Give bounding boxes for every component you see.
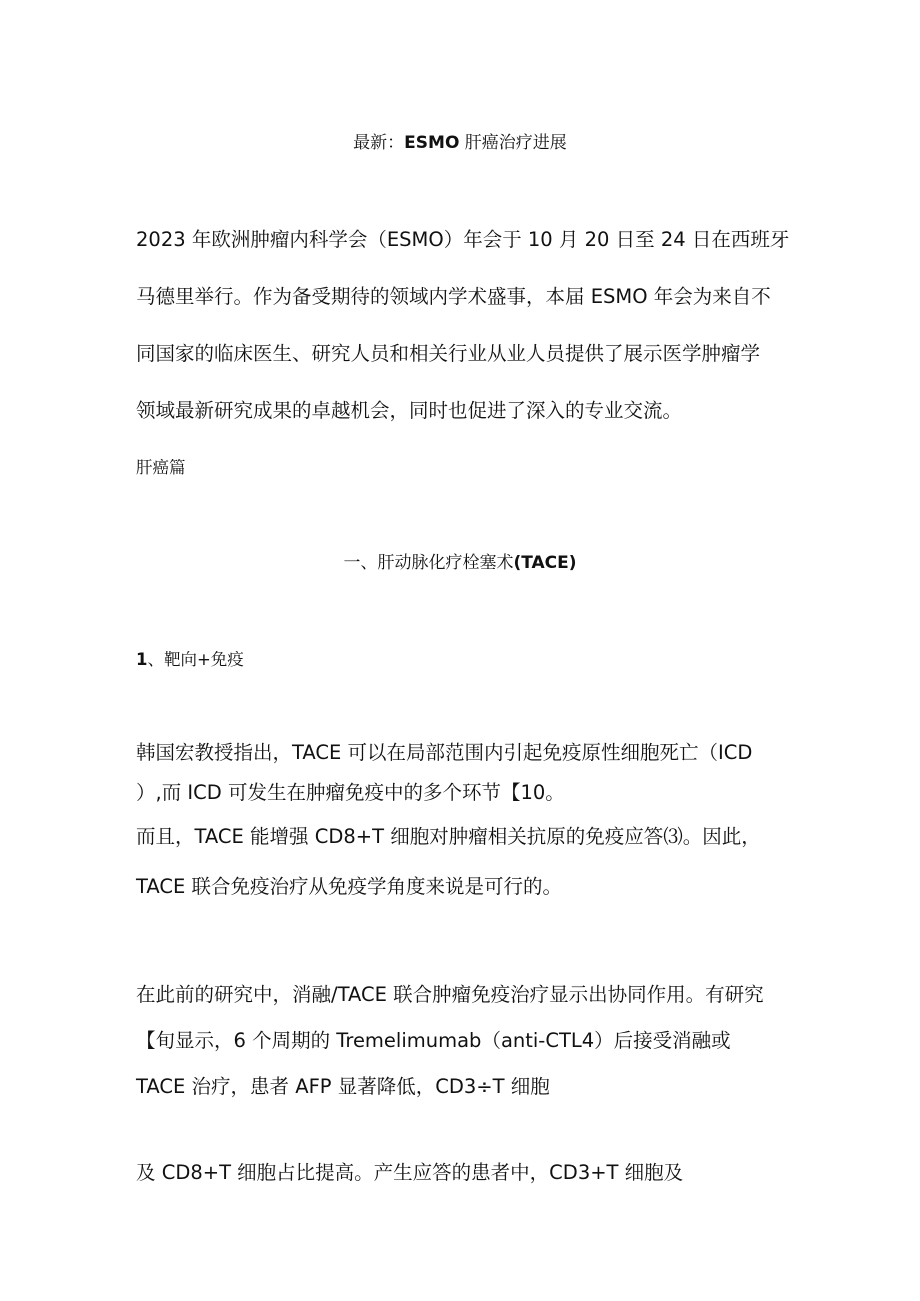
paragraph-line: 及 CD8+T 细胞占比提高。产生应答的患者中，CD3+T 细胞及	[136, 1161, 684, 1184]
paragraph-line: 在此前的研究中，消融/TACE 联合肿瘤免疫治疗显示出协同作用。有研究	[136, 983, 764, 1006]
paragraph-line: ）,而 ICD 可发生在肿瘤免疫中的多个环节【10。	[136, 781, 565, 804]
subsection-text: 、靶向+免疫	[147, 650, 244, 669]
subsection-number: 1	[136, 650, 148, 669]
paragraph-3	[136, 1160, 796, 1186]
section-label: 肝癌篇	[136, 458, 186, 477]
chapter-heading-bold: (TACE)	[513, 553, 577, 573]
title-suffix: 肝癌治疗进展	[459, 133, 567, 153]
paragraph-line: 韩国宏教授指出，TACE 可以在局部范围内引起免疫原性细胞死亡（ICD	[136, 741, 753, 764]
document-title	[0, 130, 920, 156]
intro-line: 领域最新研究成果的卓越机会，同时也促进了深入的专业交流。	[136, 399, 683, 422]
intro-paragraph	[136, 211, 796, 439]
paragraph-line: TACE 联合免疫治疗从免疫学角度来说是可行的。	[136, 875, 563, 898]
paragraph-line: TACE 治疗，患者 AFP 显著降低，CD3÷T 细胞	[136, 1075, 550, 1098]
chapter-heading-text: 一、肝动脉化疗栓塞术	[343, 553, 514, 573]
intro-line: 同国家的临床医生、研究人员和相关行业从业人员提供了展示医学肿瘤学	[136, 342, 761, 365]
paragraph-line: 而且，TACE 能增强 CD8+T 细胞对肿瘤相关抗原的免疫应答⑶。因此，	[136, 825, 761, 848]
intro-line: 2023 年欧洲肿瘤内科学会（ESMO）年会于 10 月 20 日至 24 日在西班牙	[136, 228, 790, 251]
subsection-heading	[136, 647, 244, 673]
paragraph-1	[136, 740, 796, 900]
title-prefix: 最新：	[353, 133, 405, 153]
intro-line: 马德里举行。作为备受期待的领域内学术盛事，本届 ESMO 年会为来自不	[136, 285, 771, 308]
chapter-heading	[0, 550, 920, 576]
paragraph-line: 【旬显示，6 个周期的 Tremelimumab（anti-CTL4）后接受消融或	[136, 1029, 731, 1052]
paragraph-2	[136, 982, 796, 1100]
title-bold: ESMO	[404, 133, 460, 153]
